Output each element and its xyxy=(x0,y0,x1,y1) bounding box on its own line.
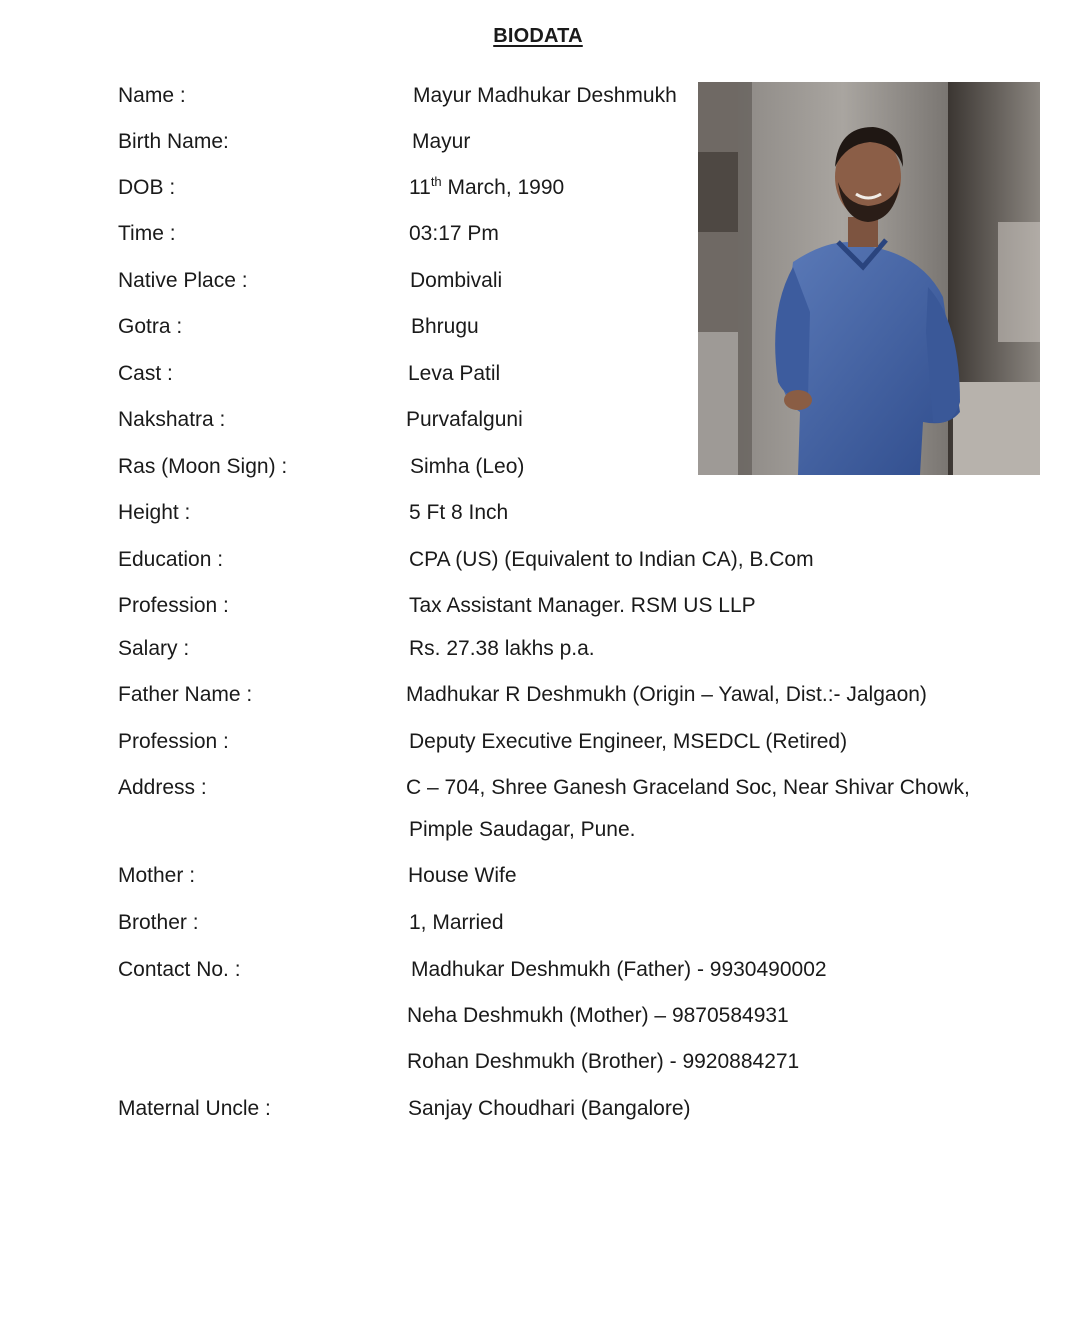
dob-day-suffix: th xyxy=(430,174,442,189)
cast-label: Cast : xyxy=(118,362,173,385)
gotra-label: Gotra : xyxy=(118,315,183,338)
native-place-value: Dombivali xyxy=(410,269,503,292)
native-place-label: Native Place : xyxy=(118,269,248,292)
address-line-1: C – 704, Shree Ganesh Graceland Soc, Near Shivar Chowk, xyxy=(406,776,970,799)
contact-mother: Neha Deshmukh (Mother) – 9870584931 xyxy=(407,1004,789,1027)
time-value: 03:17 Pm xyxy=(409,222,499,245)
profile-photo xyxy=(698,82,1040,475)
dob-day: 11 xyxy=(409,176,431,199)
contact-label: Contact No. : xyxy=(118,958,241,981)
dob-value xyxy=(409,175,564,201)
maternal-uncle-value: Sanjay Choudhari (Bangalore) xyxy=(408,1097,691,1120)
maternal-uncle-label: Maternal Uncle : xyxy=(118,1097,271,1120)
father-profession-label: Profession : xyxy=(118,730,229,753)
brother-label: Brother : xyxy=(118,911,199,934)
brother-value: 1, Married xyxy=(409,911,504,934)
father-name-value: Madhukar R Deshmukh (Origin – Yawal, Dist.:- Jalgaon) xyxy=(406,683,927,706)
contact-brother: Rohan Deshmukh (Brother) - 9920884271 xyxy=(407,1050,800,1073)
mother-value: House Wife xyxy=(408,864,517,887)
contact-father: Madhukar Deshmukh (Father) - 9930490002 xyxy=(411,958,827,981)
birth-name-label: Birth Name: xyxy=(118,130,229,153)
father-name-label: Father Name : xyxy=(118,683,253,706)
height-value: 5 Ft 8 Inch xyxy=(409,501,509,524)
nakshatra-value: Purvafalguni xyxy=(406,408,523,431)
dob-month-year: March, 1990 xyxy=(441,176,565,199)
dob-label: DOB : xyxy=(118,176,176,199)
name-label: Name : xyxy=(118,84,186,107)
moon-sign-value: Simha (Leo) xyxy=(410,455,525,478)
moon-sign-label: Ras (Moon Sign) : xyxy=(118,455,288,478)
name-value: Mayur Madhukar Deshmukh xyxy=(413,84,677,107)
cast-value: Leva Patil xyxy=(408,362,501,385)
time-label: Time : xyxy=(118,222,176,245)
address-label: Address : xyxy=(118,776,207,799)
education-label: Education : xyxy=(118,548,224,571)
salary-value: Rs. 27.38 lakhs p.a. xyxy=(409,637,595,660)
height-label: Height : xyxy=(118,501,191,524)
gotra-value: Bhrugu xyxy=(411,315,479,338)
salary-label: Salary : xyxy=(118,637,190,660)
birth-name-value: Mayur xyxy=(412,130,471,153)
education-value: CPA (US) (Equivalent to Indian CA), B.Com xyxy=(409,548,814,571)
profession-value: Tax Assistant Manager. RSM US LLP xyxy=(409,594,756,617)
father-profession-value: Deputy Executive Engineer, MSEDCL (Retired) xyxy=(409,730,848,753)
page-title: BIODATA xyxy=(493,25,583,47)
address-line-2: Pimple Saudagar, Pune. xyxy=(409,818,636,841)
nakshatra-label: Nakshatra : xyxy=(118,408,226,431)
mother-label: Mother : xyxy=(118,864,196,887)
profession-label: Profession : xyxy=(118,594,229,617)
